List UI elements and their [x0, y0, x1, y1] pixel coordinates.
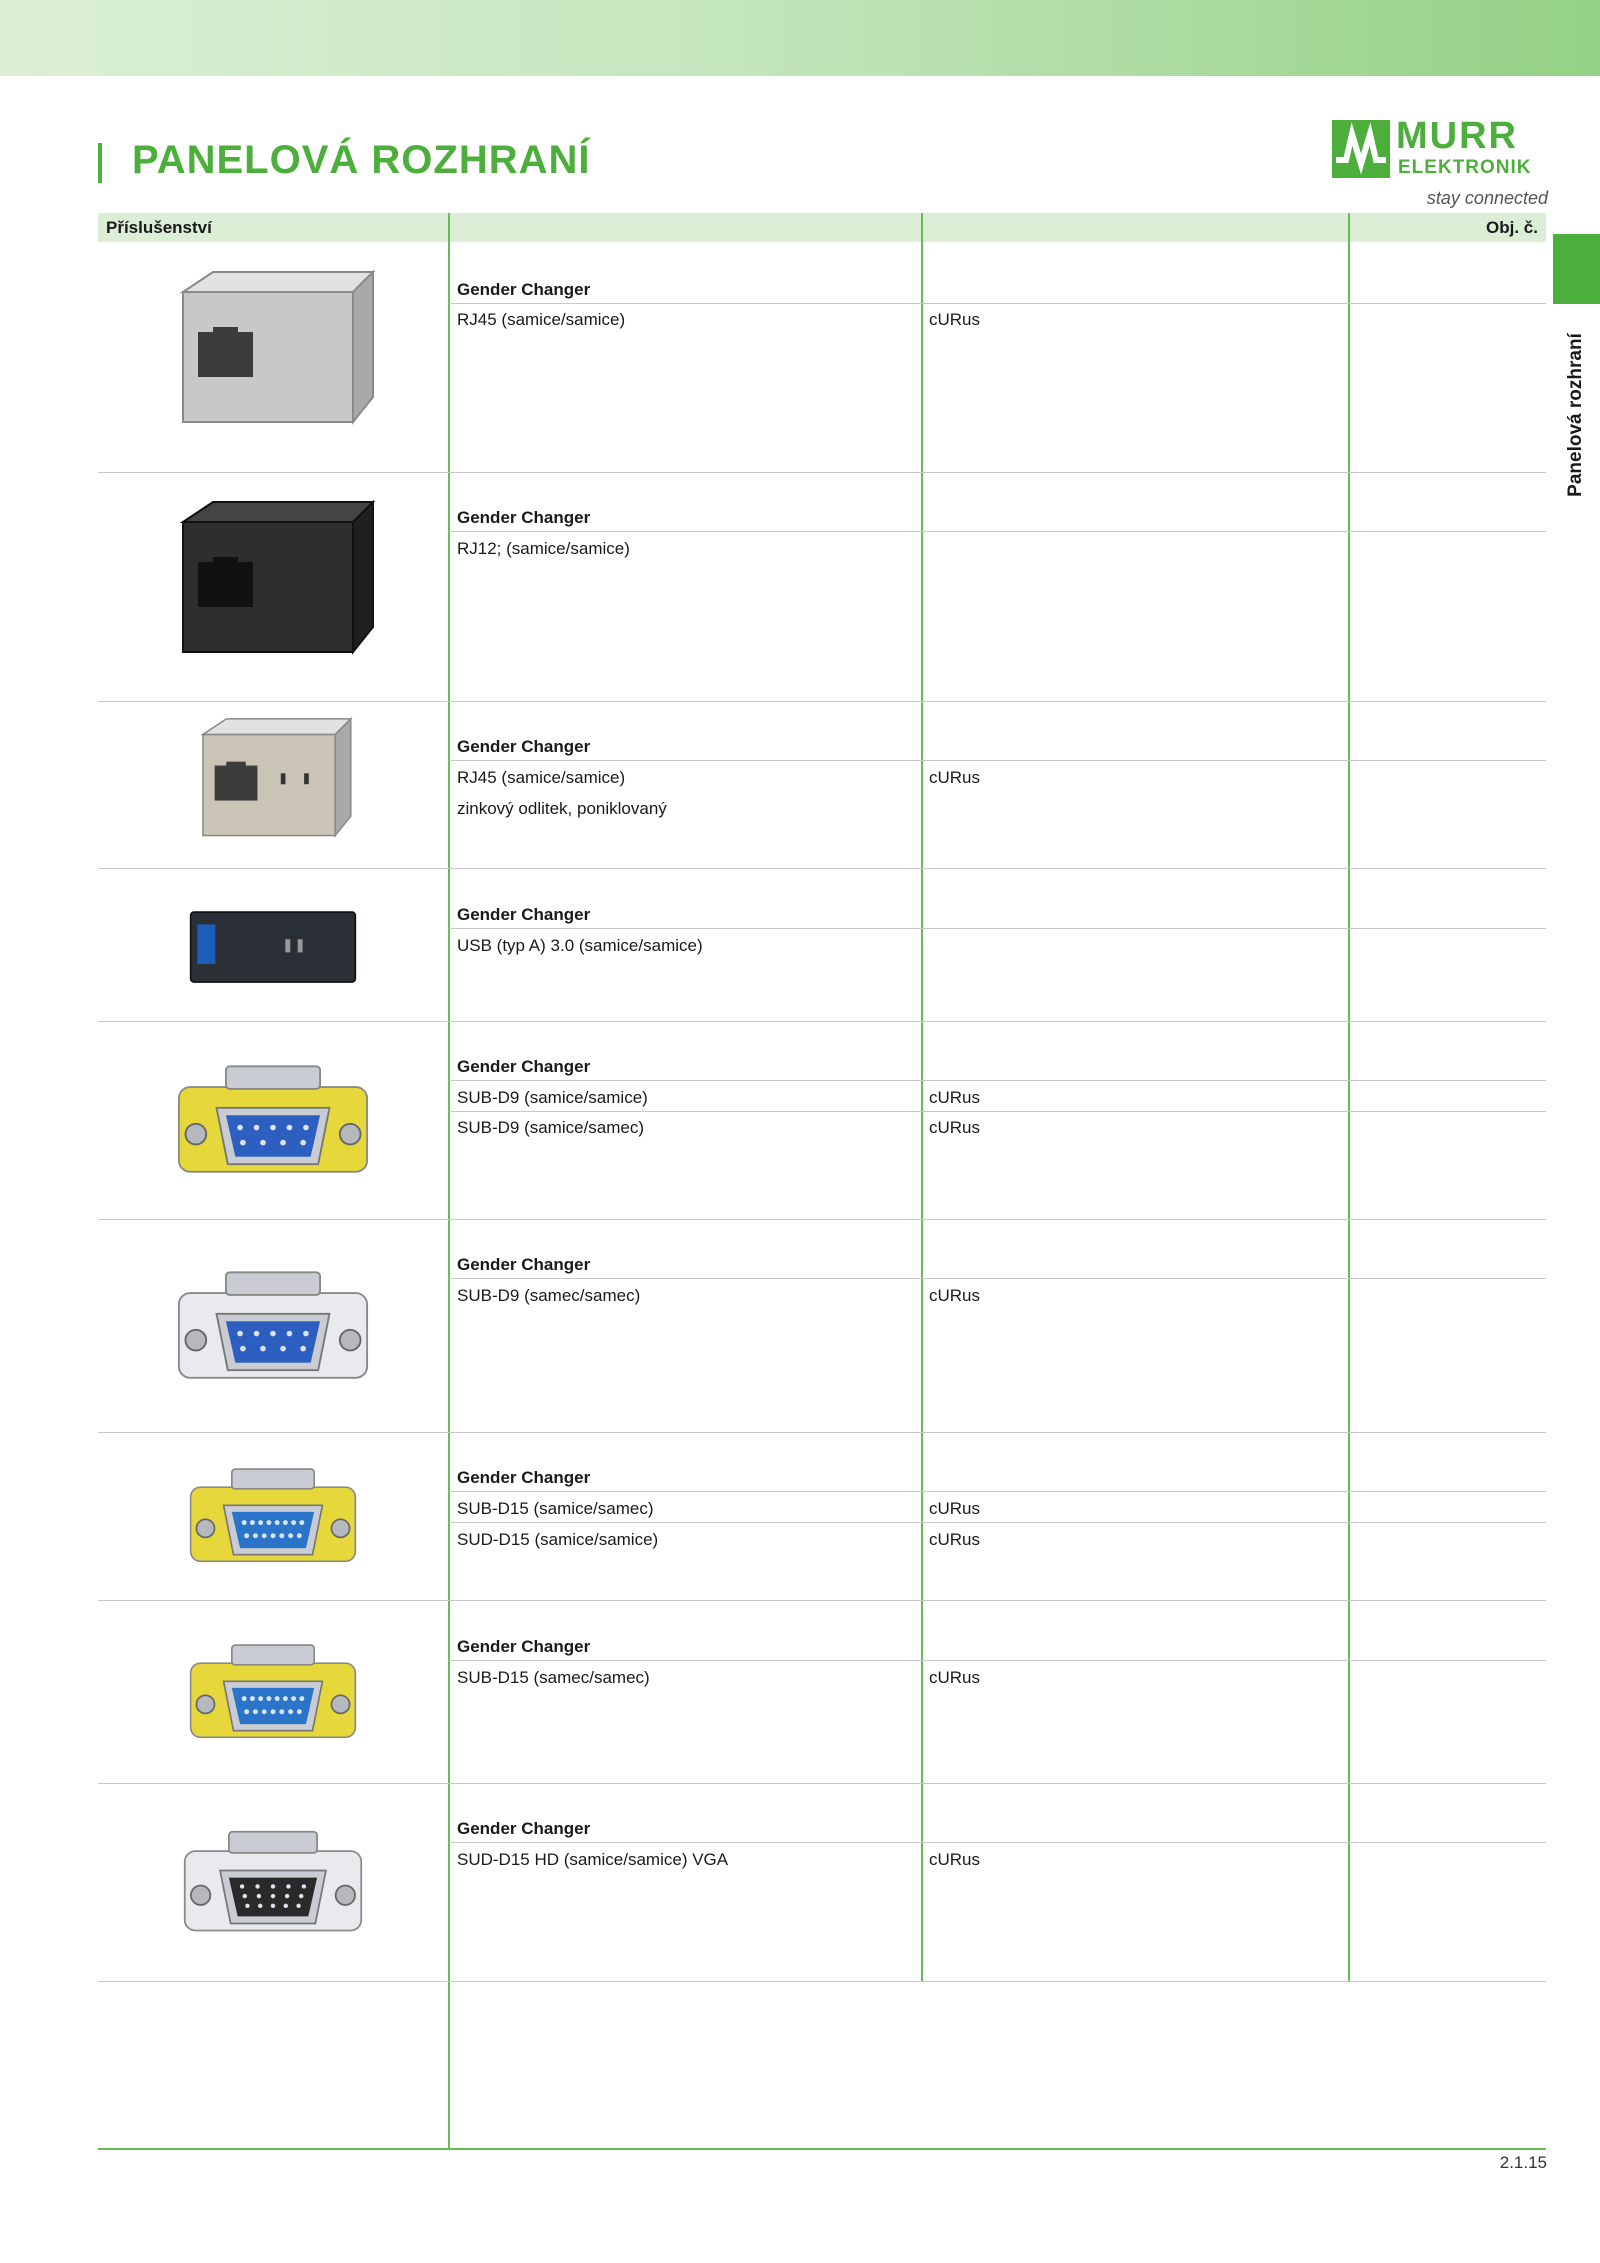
side-tab-marker	[1553, 234, 1600, 304]
certification: cURus	[929, 1530, 981, 1549]
table-rule	[98, 2148, 1546, 2150]
product-description: RJ45 (samice/samice)	[457, 768, 626, 787]
product-note: zinkový odlitek, poniklovaný	[457, 799, 667, 818]
title-underline	[449, 1660, 1546, 1661]
product-title: Gender Changer	[457, 1637, 591, 1656]
product-title: Gender Changer	[457, 508, 591, 527]
column-divider	[448, 213, 450, 2149]
rj45-coupler-metal-image	[163, 267, 383, 447]
title-underline	[449, 928, 1546, 929]
subd9-gender-changer-white-mm-image	[163, 1246, 383, 1406]
product-title: Gender Changer	[457, 1468, 591, 1487]
subd15-gender-changer-yellow-ff-image	[163, 1446, 383, 1586]
line-separator	[449, 1111, 1546, 1112]
column-header-order-no: Obj. č.	[1486, 218, 1538, 237]
title-underline	[449, 1491, 1546, 1492]
product-description: SUD-D15 HD (samice/samice) VGA	[457, 1850, 729, 1869]
title-underline	[449, 1278, 1546, 1279]
title-underline	[449, 303, 1546, 304]
certification: cURus	[929, 310, 981, 329]
title-underline	[449, 760, 1546, 761]
certification: cURus	[929, 1850, 981, 1869]
logo-subname: ELEKTRONIK	[1398, 157, 1532, 178]
product-description: SUB-D9 (samice/samice)	[457, 1088, 648, 1107]
side-tab-label: Panelová rozhraní	[1565, 333, 1586, 497]
product-title: Gender Changer	[457, 1819, 591, 1838]
product-description: RJ12; (samice/samice)	[457, 539, 630, 558]
table-rule	[98, 1432, 1546, 1433]
table-rule	[98, 472, 1546, 473]
subd9-gender-changer-yellow-ff-image	[163, 1040, 383, 1200]
table-rule	[98, 1783, 1546, 1784]
table-rule	[98, 1981, 1546, 1982]
product-description: SUB-D15 (samec/samec)	[457, 1668, 650, 1687]
product-description: RJ45 (samice/samice)	[457, 310, 626, 329]
page-number: 2.1.15	[1499, 2153, 1547, 2172]
table-rule	[98, 701, 1546, 702]
usb3-coupler-image	[163, 875, 383, 1015]
product-description: SUD-D15 (samice/samice)	[457, 1530, 659, 1549]
product-description: SUB-D9 (samec/samec)	[457, 1286, 641, 1305]
product-title: Gender Changer	[457, 905, 591, 924]
product-description: USB (typ A) 3.0 (samice/samice)	[457, 936, 703, 955]
title-underline	[449, 1080, 1546, 1081]
murr-logo-icon	[1332, 120, 1390, 178]
product-title: Gender Changer	[457, 1057, 591, 1076]
table-rule	[98, 1600, 1546, 1601]
subd15hd-vga-gender-changer-white-image	[163, 1807, 383, 1957]
product-title: Gender Changer	[457, 1255, 591, 1274]
murr-logo	[1332, 115, 1548, 210]
title-accent-bar	[98, 143, 102, 183]
column-header-accessories: Příslušenství	[106, 218, 212, 237]
table-header	[98, 213, 1546, 242]
title-underline	[449, 1842, 1546, 1843]
certification: cURus	[929, 1088, 981, 1107]
top-decorative-band	[0, 0, 1600, 76]
product-description: SUB-D9 (samice/samec)	[457, 1118, 645, 1137]
table-rule	[98, 1219, 1546, 1220]
certification: cURus	[929, 1668, 981, 1687]
table-rule	[98, 1021, 1546, 1022]
subd15-gender-changer-yellow-mm-image	[163, 1622, 383, 1762]
line-separator	[449, 1522, 1546, 1523]
rj12-coupler-black-image	[163, 497, 383, 677]
product-title: Gender Changer	[457, 737, 591, 756]
column-divider	[921, 213, 923, 1981]
table-rule	[98, 868, 1546, 869]
logo-tagline: stay connected	[1426, 188, 1548, 208]
logo-name: MURR	[1396, 115, 1518, 157]
column-divider	[1348, 213, 1350, 1981]
product-title: Gender Changer	[457, 280, 591, 299]
title-underline	[449, 531, 1546, 532]
certification: cURus	[929, 1118, 981, 1137]
product-description: SUB-D15 (samice/samec)	[457, 1499, 654, 1518]
certification: cURus	[929, 768, 981, 787]
certification: cURus	[929, 1286, 981, 1305]
certification: cURus	[929, 1499, 981, 1518]
rj45-coupler-zinc-image	[163, 715, 383, 855]
page-title: PANELOVÁ ROZHRANÍ	[132, 138, 591, 182]
